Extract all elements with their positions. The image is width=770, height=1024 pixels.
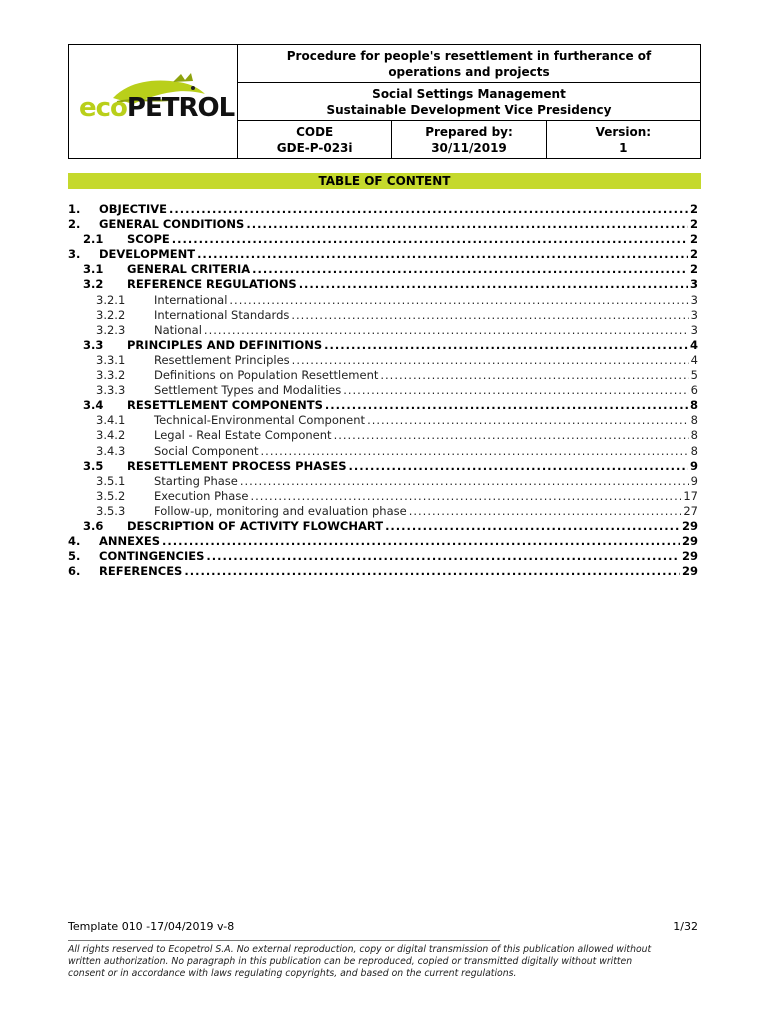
- ecopetrol-logo: [73, 72, 233, 132]
- toc-entry[interactable]: [68, 202, 698, 217]
- footer-divider: [68, 940, 500, 941]
- toc-entry-page: 17: [683, 488, 698, 503]
- toc-dot-leader: [299, 277, 688, 291]
- toc-entry[interactable]: [68, 323, 698, 338]
- toc-entry-page: 2: [689, 217, 698, 232]
- toc-entry-page: 3: [690, 322, 698, 337]
- prepared-label: Prepared by:: [425, 124, 513, 139]
- toc-entry[interactable]: [68, 353, 698, 368]
- toc-entry-label: DEVELOPMENT: [99, 247, 196, 262]
- toc-dot-leader: [240, 474, 689, 488]
- toc-entry-label: Definitions on Population Resettlement: [154, 368, 379, 383]
- toc-dot-leader: [206, 549, 680, 563]
- toc-entry-page: 2: [689, 232, 698, 247]
- toc-entry[interactable]: [68, 519, 698, 534]
- toc-entry-label: RESETTLEMENT COMPONENTS: [127, 398, 323, 413]
- toc-dot-leader: [380, 368, 688, 382]
- toc-dot-leader: [261, 444, 689, 458]
- toc-entry[interactable]: [68, 428, 698, 443]
- toc-entry-page: 9: [689, 458, 698, 473]
- toc-dot-leader: [343, 383, 688, 397]
- code-cell: [238, 121, 392, 159]
- toc-entry-label: International: [154, 292, 228, 307]
- toc-entry-number: 3.4.1: [96, 413, 126, 428]
- toc-dot-leader: [162, 534, 680, 548]
- toc-dot-leader: [246, 217, 688, 231]
- toc-dot-leader: [324, 338, 688, 352]
- document-title-cell: [238, 45, 701, 83]
- toc-dot-leader: [367, 413, 689, 427]
- code-value: GDE-P-023i: [276, 140, 353, 155]
- toc-entry-label: SCOPE: [127, 232, 170, 247]
- toc-entry-number: 6.: [68, 564, 81, 579]
- document-title: Procedure for people's resettlement in furtherance of operations and projects: [286, 48, 652, 79]
- toc-entry-label: CONTINGENCIES: [99, 549, 205, 564]
- prepared-cell: [392, 121, 546, 159]
- toc-entry-number: 3.1: [83, 262, 104, 277]
- toc-entry-number: 3.6: [83, 518, 104, 533]
- toc-title: TABLE OF CONTENT: [68, 173, 701, 189]
- toc-entry-number: 3.5.1: [96, 473, 126, 488]
- toc-entry[interactable]: [68, 308, 698, 323]
- toc-dot-leader: [184, 564, 680, 578]
- toc-entry-label: National: [154, 322, 202, 337]
- toc-entry-number: 3.2.1: [96, 292, 126, 307]
- toc-entry[interactable]: [68, 262, 698, 277]
- toc-dot-leader: [385, 519, 680, 533]
- toc-dot-leader: [409, 504, 682, 518]
- logo-wordmark: ecoPETROL: [79, 92, 235, 123]
- toc-entry[interactable]: [68, 398, 698, 413]
- toc-entry-page: 3: [689, 277, 698, 292]
- toc-dot-leader: [291, 308, 688, 322]
- toc-entry-label: International Standards: [154, 307, 290, 322]
- toc-entry-page: 29: [681, 518, 698, 533]
- toc-entry-page: 4: [689, 337, 698, 352]
- template-info: Template 010 -17/04/2019 v-8: [68, 920, 235, 933]
- toc-entry-page: 5: [690, 368, 698, 383]
- toc-entry-page: 2: [689, 202, 698, 216]
- table-of-contents: [68, 202, 698, 579]
- toc-dot-leader: [250, 489, 681, 503]
- toc-entry-label: Social Component: [154, 443, 259, 458]
- toc-entry-page: 6: [690, 383, 698, 398]
- toc-entry-number: 3.5: [83, 458, 104, 473]
- toc-dot-leader: [204, 323, 689, 337]
- toc-entry-number: 4.: [68, 534, 81, 549]
- toc-dot-leader: [197, 247, 688, 261]
- toc-entry[interactable]: [68, 277, 698, 292]
- toc-dot-leader: [229, 293, 688, 307]
- toc-dot-leader: [334, 428, 689, 442]
- toc-entry[interactable]: [68, 489, 698, 504]
- toc-entry-number: 3.4.3: [96, 443, 126, 458]
- toc-dot-leader: [325, 398, 688, 412]
- toc-entry-page: 8: [690, 413, 698, 428]
- toc-entry-page: 29: [681, 534, 698, 549]
- toc-entry-label: REFERENCE REGULATIONS: [127, 277, 297, 292]
- toc-entry[interactable]: [68, 383, 698, 398]
- toc-entry-label: Follow-up, monitoring and evaluation phase: [154, 503, 407, 518]
- toc-entry-label: Starting Phase: [154, 473, 238, 488]
- toc-entry-page: 9: [690, 473, 698, 488]
- logo-cell: [69, 45, 238, 159]
- toc-entry[interactable]: [68, 534, 698, 549]
- toc-entry-number: 5.: [68, 549, 81, 564]
- toc-entry-number: 1.: [68, 202, 81, 216]
- document-header-table: [68, 44, 701, 159]
- code-label: CODE: [296, 124, 334, 139]
- toc-entry-label: REFERENCES: [99, 564, 183, 579]
- version-value: 1: [619, 140, 628, 155]
- toc-dot-leader: [172, 232, 688, 246]
- toc-entry[interactable]: [68, 474, 698, 489]
- toc-entry-number: 3.3: [83, 337, 104, 352]
- toc-entry-label: PRINCIPLES AND DEFINITIONS: [127, 337, 323, 352]
- toc-entry-number: 3.2.3: [96, 322, 126, 337]
- toc-entry-number: 3.: [68, 247, 81, 262]
- toc-entry-label: OBJECTIVE: [99, 202, 167, 216]
- toc-entry-page: 8: [690, 428, 698, 443]
- toc-dot-leader: [252, 262, 688, 276]
- toc-entry-label: RESETTLEMENT PROCESS PHASES: [127, 458, 347, 473]
- toc-entry[interactable]: [68, 549, 698, 564]
- toc-entry[interactable]: [68, 232, 698, 247]
- toc-entry-page: 8: [689, 398, 698, 413]
- toc-entry[interactable]: [68, 368, 698, 383]
- toc-entry-number: 3.4.2: [96, 428, 126, 443]
- version-label: Version:: [595, 124, 652, 139]
- toc-entry-label: ANNEXES: [99, 534, 161, 549]
- toc-entry-number: 3.4: [83, 398, 104, 413]
- toc-entry[interactable]: [68, 413, 698, 428]
- toc-entry-number: 3.2: [83, 277, 104, 292]
- toc-entry-number: 3.5.3: [96, 503, 126, 518]
- prepared-value: 30/11/2019: [431, 140, 507, 155]
- toc-entry[interactable]: [68, 459, 698, 474]
- toc-entry-label: Execution Phase: [154, 488, 249, 503]
- toc-entry-page: 29: [681, 564, 698, 579]
- toc-entry[interactable]: [68, 217, 698, 232]
- toc-entry-label: DESCRIPTION OF ACTIVITY FLOWCHART: [127, 518, 384, 533]
- toc-entry-page: 4: [690, 352, 698, 367]
- toc-entry-number: 3.2.2: [96, 307, 126, 322]
- toc-entry-page: 3: [690, 292, 698, 307]
- version-cell: [546, 121, 700, 159]
- toc-entry-page: 27: [683, 503, 698, 518]
- toc-dot-leader: [349, 459, 688, 473]
- toc-entry-label: Settlement Types and Modalities: [154, 383, 342, 398]
- vice-presidency-name: Sustainable Development Vice Presidency: [326, 102, 612, 117]
- toc-entry-number: 2.1: [83, 232, 104, 247]
- toc-entry[interactable]: [68, 504, 698, 519]
- toc-entry-label: GENERAL CRITERIA: [127, 262, 251, 277]
- toc-entry[interactable]: [68, 338, 698, 353]
- toc-entry-label: Legal - Real Estate Component: [154, 428, 332, 443]
- toc-entry-page: 2: [689, 262, 698, 277]
- toc-entry-page: 3: [690, 307, 698, 322]
- toc-entry-page: 29: [681, 549, 698, 564]
- toc-entry[interactable]: [68, 247, 698, 262]
- toc-entry-number: 3.5.2: [96, 488, 126, 503]
- toc-dot-leader: [169, 202, 688, 216]
- toc-entry-label: Technical-Environmental Component: [154, 413, 366, 428]
- toc-entry-number: 3.3.1: [96, 352, 126, 367]
- toc-entry-label: GENERAL CONDITIONS: [99, 217, 245, 232]
- toc-entry-page: 2: [689, 247, 698, 262]
- toc-entry-number: 3.3.3: [96, 383, 126, 398]
- toc-entry-label: Resettlement Principles: [154, 352, 290, 367]
- toc-entry-number: 3.3.2: [96, 368, 126, 383]
- toc-entry[interactable]: [68, 564, 698, 579]
- department-name: Social Settings Management: [372, 86, 566, 101]
- toc-entry-number: 2.: [68, 217, 81, 232]
- copyright-disclaimer: All rights reserved to Ecopetrol S.A. No external reproduction, copy or digital transmission of this publication allowed without written authorization. No paragraph in this publication can be reproduced, copied or transmitted digitally without written consent or in accordance with laws regulating copyrights, and based on the current regulations.: [68, 944, 652, 979]
- department-cell: [238, 83, 701, 121]
- toc-dot-leader: [292, 353, 689, 367]
- page-number: 1/32: [673, 920, 698, 933]
- toc-entry-page: 8: [690, 443, 698, 458]
- toc-entry[interactable]: [68, 293, 698, 308]
- toc-entry[interactable]: [68, 444, 698, 459]
